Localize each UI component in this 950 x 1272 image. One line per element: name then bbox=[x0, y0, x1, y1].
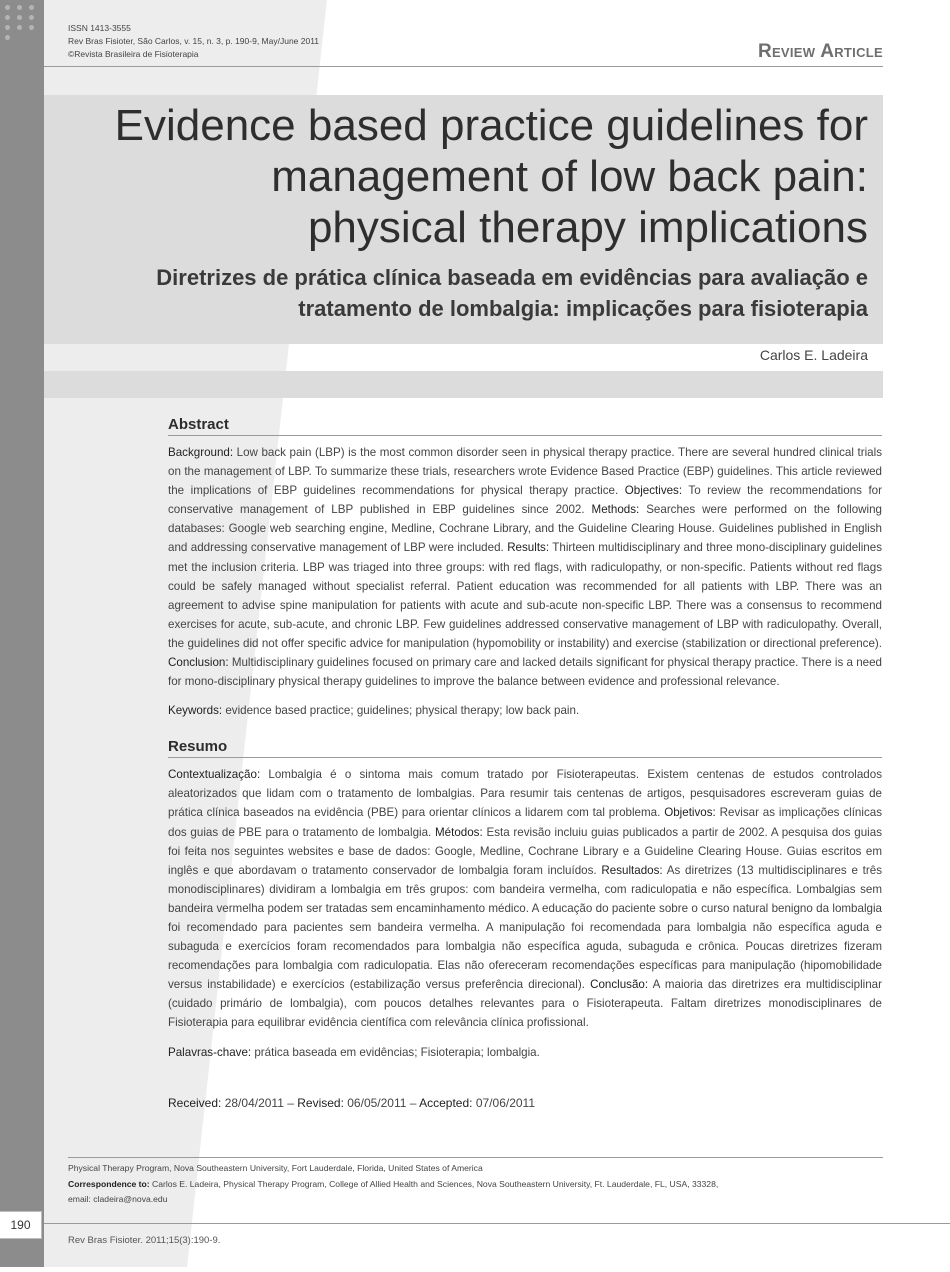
conclusion-label: Conclusion: bbox=[168, 656, 229, 670]
footer-rule bbox=[44, 1223, 950, 1224]
correspondence-text: Carlos E. Ladeira, Physical Therapy Program, College of Allied Health and Sciences, Nova Southeastern University, Ft. Lauderdale, FL, USA, 33328, bbox=[149, 1178, 719, 1189]
resultados-text: As diretrizes (13 multidisciplinares e três monodisciplinares) dividiram a lombalgia em três grupos: com bandeira vermelha, com radiculopatia e não específica. Lombalgias sem bandeira vermelha podem ser tratadas sem encaminhamento médico. A educação do paciente sobre o curso natural benigno da lombalgia foi recomendado para pacientes sem bandeira vermelha. A manipulação foi recomendada para lombalgia não específica aguda e subaguda e exercícios foram recomendados para lombalgia não específica aguda, subaguda e crônica. Poucas diretrizes fizeram recomendações para lombalgia com radiculopatia. Elas não ofereceram recomendações específicas para manipulação (hipomobilidade versus instabilidade) e exercícios (estabilização versus preferência direcional). bbox=[168, 863, 882, 992]
objectives-label: Objectives: bbox=[624, 484, 683, 498]
keywords-label: Keywords: bbox=[168, 704, 223, 718]
author-name: Carlos E. Ladeira bbox=[759, 347, 868, 363]
article-type: Review Article bbox=[757, 41, 883, 62]
correspondence-label: Correspondence to: bbox=[68, 1178, 150, 1189]
abstract-keywords bbox=[168, 701, 882, 720]
email: email: cladeira@nova.edu bbox=[68, 1194, 168, 1204]
conclusao-text: A maioria das diretrizes era multidisciplinar (cuidado primário de lombalgia), com poucos detalhes relevantes para o Fisioterapeuta. Faltam diretrizes monodisciplinares de Fisioterapia para equilibrar evidência científica com relevância clínica profissional. bbox=[168, 978, 882, 1030]
dates-separator: – bbox=[283, 1096, 298, 1110]
palavras-chave-text: prática baseada em evidências; Fisioterapia; lombalgia. bbox=[251, 1045, 540, 1059]
contextualizacao-label: Contextualização: bbox=[168, 768, 261, 782]
methods-label: Methods: bbox=[591, 503, 640, 517]
citation: Rev Bras Fisioter. 2011;15(3):190-9. bbox=[68, 1235, 221, 1246]
correspondence bbox=[68, 1177, 883, 1193]
header-rule bbox=[44, 66, 883, 67]
copyright: ©Revista Brasileira de Fisioterapia bbox=[68, 49, 199, 59]
metodos-text: Esta revisão incluiu guias publicados a partir de 2002. A pesquisa dos guias foi feita nos seguintes websites e base de dados: Google, Medline, Cochrane Library e a Guideline Clearing House. Guias escritos em inglês e que abordavam o tratamento conservador de lombalgia foram incluídos. bbox=[168, 825, 883, 877]
objetivos-label: Objetivos: bbox=[664, 806, 716, 820]
footnote bbox=[68, 1161, 883, 1208]
issn: ISSN 1413-3555 bbox=[68, 23, 131, 33]
decorative-band bbox=[44, 371, 883, 398]
left-sidebar bbox=[0, 0, 44, 1267]
article-subtitle: Diretrizes de prática clínica baseada em evidências para avaliação e tratamento de lombalgia: implicações para fisioterapia bbox=[156, 265, 868, 321]
affiliation: Physical Therapy Program, Nova Southeastern University, Fort Lauderdale, Florida, United States of America bbox=[68, 1163, 483, 1173]
resumo-keywords bbox=[168, 1043, 882, 1062]
resumo-heading: Resumo bbox=[168, 738, 882, 758]
abstract-heading: Abstract bbox=[168, 416, 882, 436]
background-label: Background: bbox=[168, 446, 234, 459]
accepted-date: 07/06/2011 bbox=[472, 1096, 536, 1110]
journal-header bbox=[68, 22, 319, 61]
revised-date: 06/05/2011 bbox=[343, 1096, 407, 1110]
main-content bbox=[168, 416, 882, 1062]
submission-dates bbox=[168, 1096, 535, 1110]
palavras-chave-label: Palavras-chave: bbox=[168, 1045, 252, 1059]
objectives-text: To review the recommendations for conservative management of LBP published in EBP guidelines since 2002. bbox=[168, 484, 882, 517]
journal-line: Rev Bras Fisioter, São Carlos, v. 15, n. 3, p. 190-9, May/June 2011 bbox=[68, 36, 320, 46]
dates-separator: – bbox=[406, 1096, 420, 1110]
resumo-body bbox=[168, 765, 882, 1032]
objetivos-text: Revisar as implicações clínicas dos guias de PBE para o tratamento de lombalgia. bbox=[168, 806, 882, 839]
results-label: Results: bbox=[507, 541, 550, 555]
abstract-body bbox=[168, 443, 882, 691]
conclusion-text: Multidisciplinary guidelines focused on primary care and lacked details significant for physical therapy practice. There is a need for mono-disciplinary physical therapy guidelines to improve the balance between evidence and professional relevance. bbox=[168, 656, 882, 689]
contextualizacao-text: Lombalgia é o sintoma mais comum tratado por Fisioterapeutas. Existem centenas de estudos controlados aleatorizados que lidam com o tratamento de lombalgias. Para resumir tais centenas de artigos, pesquisadores escreveram guias de prática clínica baseados na evidência (PBE) para orientar clínicos a lidarem com tal problema. bbox=[168, 768, 882, 820]
footnote-rule bbox=[68, 1157, 883, 1158]
keywords-text: evidence based practice; guidelines; physical therapy; low back pain. bbox=[222, 704, 580, 718]
revised-label: Revised: bbox=[297, 1096, 344, 1110]
received-date: 28/04/2011 bbox=[221, 1096, 284, 1110]
metodos-label: Métodos: bbox=[435, 825, 483, 839]
methods-text: Searches were performed on the following databases: Google web searching engine, Medline, Cochrane Library, and the Guideline Clearing House. Guidelines published in English and addressing conservative management of LBP were included. bbox=[168, 503, 883, 555]
received-label: Received: bbox=[168, 1096, 222, 1110]
resultados-label: Resultados: bbox=[601, 863, 663, 877]
results-text: Thirteen multidisciplinary and three mono-disciplinary guidelines met the inclusion criteria. LBP was triaged into three groups: with red flags, with radiculopathy, or non-specific. Patients without red flags could be safely managed without specialist referral. Patient education was recommended for all patients with LBP. There was an agreement to advise spine manipulation for patients with acute and sub-acute non-specific LBP. There was a consensus to recommend exercises for acute, sub-acute, and chronic LBP. Few guidelines addressed conservative management of LBP with radiculopathy. Overall, the guidelines did not offer specific advice for manipulation (hypomobility or instability) and exercise (stabilization or directional preference). bbox=[168, 541, 882, 650]
background-text: Low back pain (LBP) is the most common disorder seen in physical therapy practice. There are several hundred clinical trials on the management of LBP. To summarize these trials, researchers wrote Evidence Based Practice (EBP) guidelines. This article reviewed the implications of EBP guidelines recommendations for physical therapy practice. bbox=[168, 446, 882, 498]
page-number: 190 bbox=[0, 1211, 42, 1239]
conclusao-label: Conclusão: bbox=[590, 978, 649, 992]
decorative-dots bbox=[5, 5, 41, 40]
accepted-label: Accepted: bbox=[419, 1096, 473, 1110]
article-title: Evidence based practice guidelines for management of low back pain: physical therapy implications bbox=[114, 101, 868, 252]
